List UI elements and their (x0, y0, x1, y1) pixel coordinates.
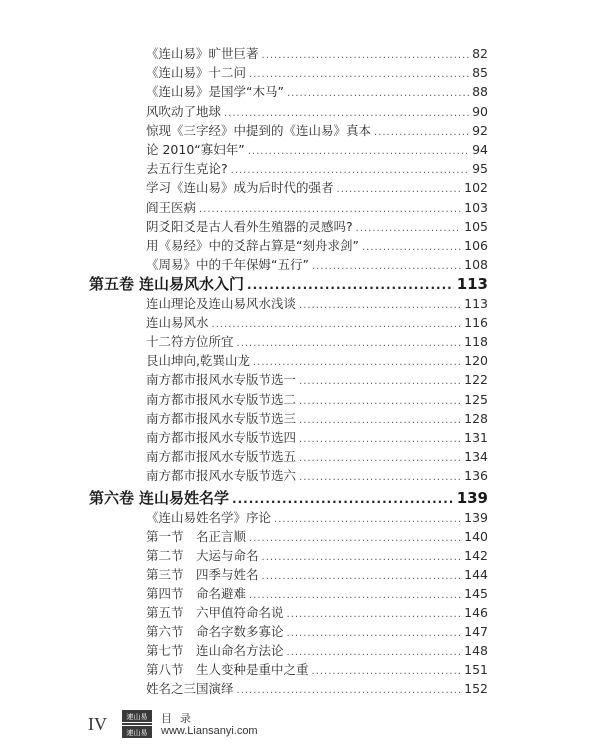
entry-page-number: 122 (464, 372, 488, 388)
entry-title: 南方都市报风水专版节选三 (146, 410, 297, 426)
toc-entry (146, 605, 488, 623)
entry-page-number: 120 (464, 353, 488, 369)
entry-page-number: 142 (464, 548, 488, 563)
entry-page-number: 90 (472, 103, 488, 119)
entry-title: 去五行生克论? (146, 161, 228, 177)
toc-entry (146, 624, 488, 642)
entry-title: 《周易》中的千年保姆“五行” (146, 257, 309, 273)
entry-page-number: 146 (464, 605, 488, 620)
entry-title: 《连山易姓名学》序论 (146, 510, 272, 525)
entry-page-number: 140 (464, 529, 488, 544)
entry-title: 论 2010“寡妇年” (146, 142, 245, 157)
entry-title: 第六节 命名字数多寡论 (146, 624, 284, 639)
dot-leader (274, 512, 461, 528)
entry-title: 《连山易》旷世巨著 (146, 46, 259, 61)
chapter-number: 第六卷 (89, 489, 135, 507)
entry-title: 南方都市报风水专版节选一 (146, 372, 297, 388)
toc-entry (146, 123, 488, 141)
toc-entry (146, 46, 488, 64)
entry-title: 第一节 名正言顺 (146, 529, 247, 544)
dot-leader (249, 588, 461, 604)
dot-leader (253, 355, 461, 371)
toc-entry (146, 104, 488, 122)
entry-title: 南方都市报风水专版节选四 (146, 429, 297, 445)
dot-leader (299, 451, 461, 467)
dot-leader (287, 645, 462, 661)
toc-entry (146, 238, 488, 256)
entry-page-number: 152 (464, 681, 488, 696)
entry-title: 南方都市报风水专版节选六 (146, 467, 297, 483)
toc-entry (146, 567, 488, 585)
dot-leader (299, 413, 461, 429)
toc-entry (146, 200, 488, 218)
chapter-name: 连山易风水入门 (139, 275, 245, 293)
toc-entry (146, 430, 488, 448)
toc-entry (146, 449, 488, 467)
chapter-heading (89, 275, 488, 294)
toc-entry (146, 643, 488, 661)
toc-entry (146, 681, 488, 699)
dot-leader (224, 106, 469, 122)
entry-page-number: 139 (464, 510, 488, 525)
entry-page-number: 95 (472, 161, 488, 177)
dot-leader (237, 336, 462, 352)
entry-title: 第七节 连山命名方法论 (146, 643, 284, 658)
dot-leader (262, 569, 462, 585)
toc-entry (146, 662, 488, 680)
toc-entry (146, 315, 488, 333)
entry-page-number: 113 (464, 296, 488, 311)
entry-title: 第八节 生人变种是重中之重 (146, 662, 309, 677)
entry-page-number: 88 (472, 84, 488, 100)
entry-title: 第五节 六甲值符命名说 (146, 605, 284, 620)
dot-leader (299, 470, 461, 486)
entry-page-number: 106 (464, 238, 488, 253)
entry-title: 风吹动了地球 (146, 103, 222, 119)
entry-page-number: 136 (464, 467, 488, 483)
chapter-title (89, 489, 229, 507)
entry-title: 学习《连山易》成为后时代的强者 (146, 180, 334, 196)
entry-title: 阎王医病 (146, 199, 197, 215)
toc-entry (146, 548, 488, 566)
page-number: IV (88, 714, 107, 734)
logo-text-bottom: 連山易 (126, 729, 148, 737)
dot-leader (287, 626, 462, 642)
logo-text-top: 連山易 (126, 713, 148, 721)
dot-leader (262, 550, 462, 566)
dot-leader (249, 531, 461, 547)
toc-entry (146, 468, 488, 486)
entry-page-number: 128 (464, 410, 488, 426)
entry-page-number: 82 (472, 46, 488, 61)
dot-leader (248, 144, 469, 160)
dot-leader (312, 664, 462, 680)
dot-leader (232, 490, 454, 508)
entry-title: 《连山易》是国学“木马” (146, 84, 284, 100)
toc-entry (146, 161, 488, 179)
toc-entry (146, 334, 488, 352)
entry-title: 南方都市报风水专版节选五 (146, 448, 297, 464)
toc-entry (146, 529, 488, 547)
entry-page-number: 145 (464, 586, 488, 601)
toc-entry (146, 510, 488, 528)
toc-entry (146, 296, 488, 314)
dot-leader (299, 374, 461, 390)
toc-entry (146, 353, 488, 371)
toc-entry (146, 586, 488, 604)
toc-entry (146, 257, 488, 275)
entry-title: 姓名之三国演绎 (146, 681, 234, 696)
footer-url: www.Liansanyi.com (161, 725, 258, 737)
chapter-title (89, 275, 244, 293)
entry-page-number: 105 (464, 218, 488, 234)
toc-entry (146, 219, 488, 237)
entry-page-number: 134 (464, 448, 488, 464)
entry-page-number: 118 (464, 334, 488, 350)
entry-page-number: 148 (464, 643, 488, 658)
entry-page-number: 102 (464, 180, 488, 196)
entry-title: 第四节 命名避难 (146, 586, 247, 601)
dot-leader (299, 298, 461, 314)
chapter-number: 第五卷 (89, 275, 135, 293)
dot-leader (312, 259, 461, 275)
dot-leader (249, 67, 469, 83)
entry-page-number: 139 (456, 489, 488, 507)
entry-page-number: 94 (472, 142, 488, 157)
dot-leader (299, 394, 461, 410)
chapter-name: 连山易姓名学 (139, 489, 230, 507)
entry-title: 南方都市报风水专版节选二 (146, 391, 297, 407)
entry-page-number: 147 (464, 624, 488, 639)
toc-entry (146, 84, 488, 102)
dot-leader (247, 276, 454, 294)
entry-page-number: 131 (464, 429, 488, 445)
entry-page-number: 151 (464, 662, 488, 677)
entry-title: 《连山易》十二问 (146, 65, 247, 81)
dot-leader (362, 240, 461, 256)
entry-page-number: 144 (464, 567, 488, 582)
entry-title: 第二节 大运与命名 (146, 548, 259, 563)
dot-leader (231, 163, 469, 179)
dot-leader (356, 221, 462, 237)
lianshanyi-logo (122, 710, 152, 738)
dot-leader (337, 182, 462, 198)
footer-label: 目录 (161, 712, 199, 725)
dot-leader (212, 317, 462, 333)
dot-leader (287, 607, 462, 623)
dot-leader (299, 432, 461, 448)
entry-title: 第三节 四季与姓名 (146, 567, 259, 582)
entry-page-number: 116 (464, 315, 488, 331)
dot-leader (287, 86, 469, 102)
toc-entry (146, 411, 488, 429)
entry-page-number: 125 (464, 391, 488, 407)
toc-entry (146, 65, 488, 83)
entry-page-number: 92 (472, 122, 488, 138)
dot-leader (262, 48, 470, 64)
entry-page-number: 113 (456, 275, 488, 293)
entry-title: 十二符方位所宜 (146, 334, 234, 350)
entry-title: 连山理论及连山易风水浅谈 (146, 296, 297, 311)
toc-entry (146, 180, 488, 198)
toc-entry (146, 372, 488, 390)
chapter-heading (89, 489, 488, 508)
toc-entry (146, 392, 488, 410)
entry-page-number: 85 (472, 65, 488, 81)
entry-title: 用《易经》中的爻辞占算是“刻舟求剑” (146, 238, 359, 253)
dot-leader (237, 683, 462, 699)
entry-title: 惊现《三字经》中提到的《连山易》真本 (146, 122, 372, 138)
entry-page-number: 108 (464, 257, 488, 273)
dot-leader (199, 202, 461, 218)
entry-title: 艮山坤向,乾巽山龙 (146, 353, 250, 369)
entry-title: 阴爻阳爻是古人看外生殖器的灵感吗? (146, 218, 353, 234)
dot-leader (374, 125, 469, 141)
entry-title: 连山易风水 (146, 315, 209, 331)
entry-page-number: 103 (464, 199, 488, 215)
toc-entry (146, 142, 488, 160)
